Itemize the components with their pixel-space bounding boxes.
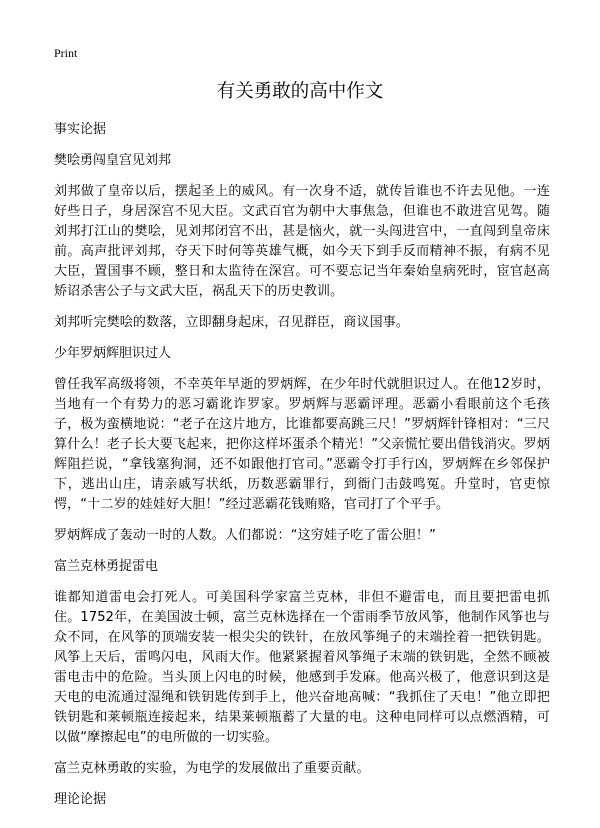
- story-paragraph: 刘邦听完樊哙的数落，立即翻身起床，召见群臣，商议国事。: [54, 315, 410, 330]
- print-link[interactable]: Print: [54, 46, 78, 60]
- story-paragraph: 曾任我军高级将领，不幸英年早逝的罗炳辉，在少年时代就胆识过人。在他12岁时，当地有一个有势力的恶习霸讹诈罗家。罗炳辉与恶霸评理。恶霸小看眼前这个毛孩子，极为蛮横地说：“老子在这片地方，比谁都要高跳三尺！”罗炳辉针锋相对：“三尺算什么！老子长大要飞起来，把你这样坏蛋杀个精光！”父亲慌忙要出借钱消灾。罗炳辉阻拦说，“拿钱塞狗洞，还不如跟他打官司。”恶霸令打手行凶，罗炳辉在乡邻保护下，逃出山庄，请亲戚写状纸，历数恶霸罪行，到衙门击鼓鸣冤。升堂时，官吏惊愕，“十二岁的娃娃好大胆！”经过恶霸花钱贿赂，官司打了个平手。: [54, 377, 550, 512]
- article-body: [54, 120, 550, 821]
- page-title: 有关勇敢的高中作文: [216, 81, 384, 102]
- story-heading: 富兰克林勇捉雷电: [54, 559, 159, 574]
- story-paragraph: 罗炳辉成了轰动一时的人数。人们都说：“这穷娃子吃了雷公胆！”: [54, 528, 436, 543]
- section-heading-facts: 事实论据: [54, 122, 107, 137]
- story-paragraph: 刘邦做了皇帝以后，摆起圣上的威风。有一次身不适，就传旨谁也不许去见他。一连好些日子，身居深宫不见大臣。文武百官为朝中大事焦急，但谁也不敢进宫见驾。随刘邦打江山的樊哙，见刘邦闭宫不出，甚是恼火，就一头闯进宫中，一直闯到皇帝床前。高声批评刘邦，夺天下时何等英雄气概，如今天下到手反而精神不振，有病不见大臣，置国事不顾，整日和太监待在深宫。可不要忘记当年秦始皇病死时，宦官赵高矫诏杀害公子与文武大臣，祸乱天下的历史教训。: [54, 184, 550, 299]
- story-heading: 少年罗炳辉胆识过人: [54, 346, 172, 361]
- story-heading: 樊哙勇闯皇宫见刘邦: [54, 153, 172, 168]
- story-paragraph: 谁都知道雷电会打死人。可美国科学家富兰克林，非但不避雷电，而且要把雷电抓住。1752年，在美国波士顿，富兰克林选择在一个雷雨季节放风筝，他制作风筝也与众不同，在风筝的顶端安装一根尖尖的铁针，在放风筝绳子的末端拴着一把铁钥匙。风筝上天后，雷鸣闪电，风雨大作。他紧紧握着风筝绳子末端的铁钥匙，全然不顾被雷电击中的危险。当头顶上闪电的时候，他感到手发麻。他高兴极了，他意识到这是天电的电流通过湿绳和铁钥匙传到手上，他兴奋地高喊：“我抓住了天电！”他立即把铁钥匙和莱顿瓶连接起来，结果莱顿瓶蓄了大量的电。这种电同样可以点燃酒精，可以做“摩擦起电”的电所做的一切实验。: [54, 590, 550, 745]
- section-heading-theory: 理论论据: [54, 792, 107, 807]
- story-paragraph: 富兰克林勇敢的实验，为电学的发展做出了重要贡献。: [54, 761, 370, 776]
